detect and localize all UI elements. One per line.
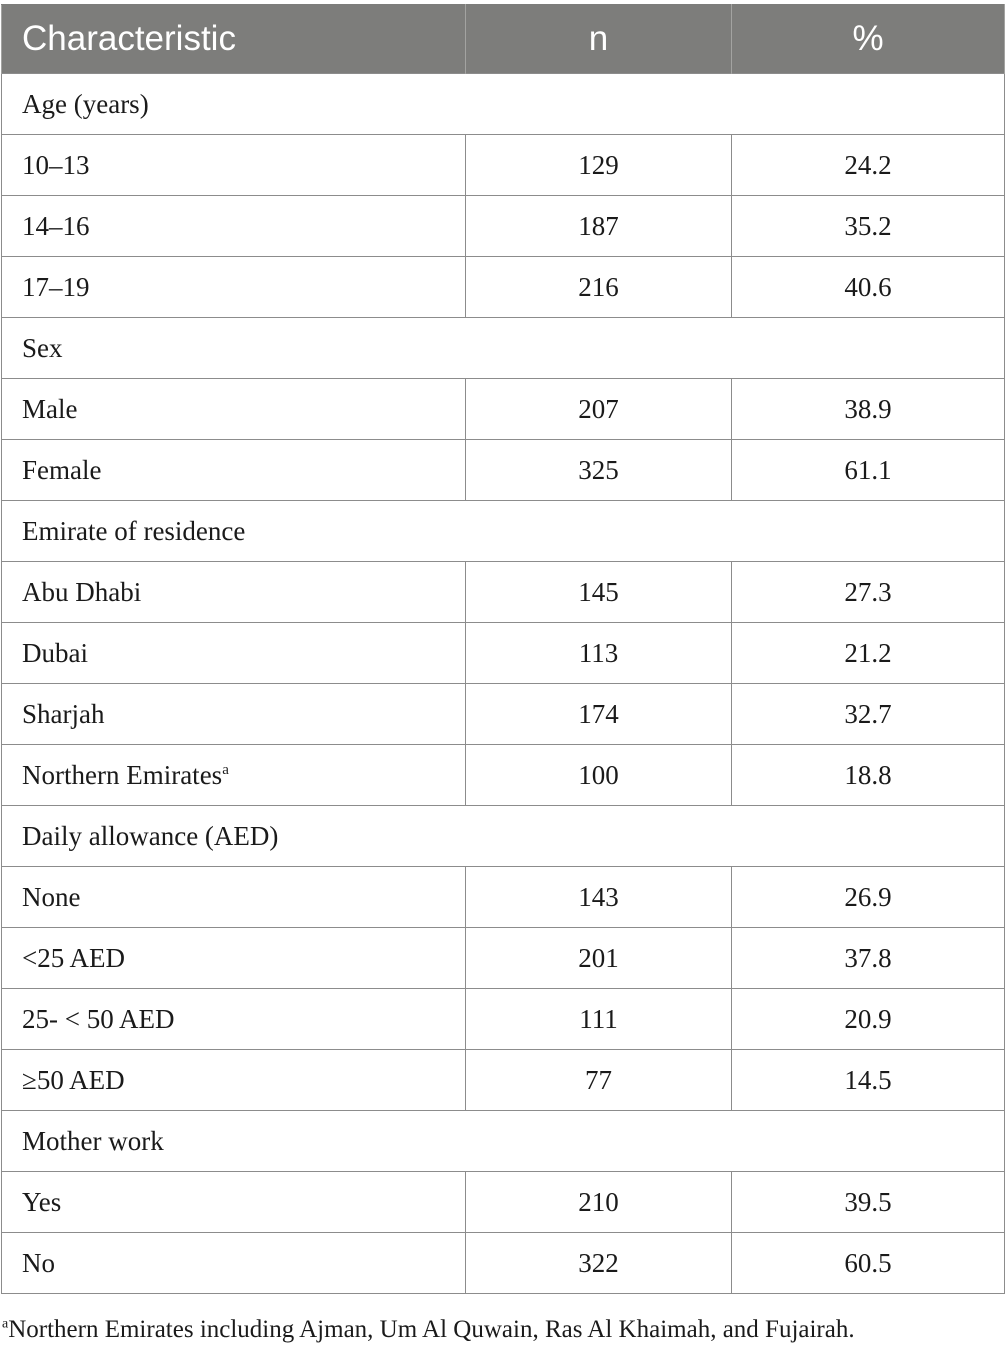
percent-cell: 38.9: [732, 379, 1005, 440]
table-row: [2, 928, 1005, 989]
row-label-cell: [2, 257, 466, 318]
row-label-cell: [2, 440, 466, 501]
table-row: [2, 745, 1005, 806]
section-row: [2, 501, 1005, 562]
count-cell: 322: [466, 1233, 732, 1294]
row-label: No: [22, 1247, 55, 1278]
row-label: None: [22, 881, 81, 912]
table-row: [2, 684, 1005, 745]
count-cell: 113: [466, 623, 732, 684]
section-label: Emirate of residence: [2, 501, 1005, 562]
row-label-cell: [2, 623, 466, 684]
count-cell: 77: [466, 1050, 732, 1111]
percent-cell: 24.2: [732, 135, 1005, 196]
percent-cell: 27.3: [732, 562, 1005, 623]
percent-cell: 20.9: [732, 989, 1005, 1050]
row-label-cell: [2, 684, 466, 745]
row-label: Yes: [22, 1186, 62, 1217]
section-row: [2, 74, 1005, 135]
table-header-row: [2, 5, 1005, 74]
table-row: [2, 135, 1005, 196]
table-row: [2, 989, 1005, 1050]
percent-cell: 60.5: [732, 1233, 1005, 1294]
row-label: Northern Emirates: [22, 759, 223, 790]
table-row: [2, 623, 1005, 684]
count-cell: 201: [466, 928, 732, 989]
row-label-cell: [2, 867, 466, 928]
row-label-cell: [2, 1233, 466, 1294]
section-label: Sex: [2, 318, 1005, 379]
row-label: 14–16: [22, 210, 90, 241]
table-row: [2, 1172, 1005, 1233]
footnote-marker: a: [2, 1316, 9, 1332]
section-label: Age (years): [2, 74, 1005, 135]
row-label-cell: [2, 135, 466, 196]
table-row: [2, 562, 1005, 623]
row-label: Female: [22, 454, 102, 485]
section-label: Daily allowance (AED): [2, 806, 1005, 867]
table-footnote: [2, 1316, 855, 1344]
row-label: Sharjah: [22, 698, 105, 729]
section-row: [2, 318, 1005, 379]
count-cell: 111: [466, 989, 732, 1050]
footnote-ref: a: [222, 761, 229, 778]
percent-cell: 37.8: [732, 928, 1005, 989]
section-row: [2, 806, 1005, 867]
demographics-table: [1, 4, 1005, 1294]
row-label-cell: [2, 196, 466, 257]
table-row: [2, 379, 1005, 440]
count-cell: 325: [466, 440, 732, 501]
table-row: [2, 196, 1005, 257]
count-cell: 187: [466, 196, 732, 257]
percent-cell: 14.5: [732, 1050, 1005, 1111]
header-characteristic: Characteristic: [2, 5, 466, 74]
row-label-cell: [2, 562, 466, 623]
count-cell: 129: [466, 135, 732, 196]
row-label: <25 AED: [22, 942, 125, 973]
count-cell: 100: [466, 745, 732, 806]
row-label-cell: [2, 1050, 466, 1111]
table-row: [2, 257, 1005, 318]
row-label: 10–13: [22, 149, 90, 180]
percent-cell: 61.1: [732, 440, 1005, 501]
percent-cell: 32.7: [732, 684, 1005, 745]
table-row: [2, 1050, 1005, 1111]
row-label: Male: [22, 393, 78, 424]
percent-cell: 18.8: [732, 745, 1005, 806]
percent-cell: 40.6: [732, 257, 1005, 318]
count-cell: 207: [466, 379, 732, 440]
count-cell: 174: [466, 684, 732, 745]
table-row: [2, 440, 1005, 501]
row-label-cell: [2, 379, 466, 440]
row-label: ≥50 AED: [22, 1064, 125, 1095]
row-label-cell: [2, 989, 466, 1050]
percent-cell: 21.2: [732, 623, 1005, 684]
row-label: Abu Dhabi: [22, 576, 142, 607]
count-cell: 216: [466, 257, 732, 318]
header-percent: %: [732, 5, 1005, 74]
table-row: [2, 1233, 1005, 1294]
count-cell: 143: [466, 867, 732, 928]
table-body: [2, 74, 1005, 1294]
percent-cell: 39.5: [732, 1172, 1005, 1233]
table-row: [2, 867, 1005, 928]
row-label: Dubai: [22, 637, 88, 668]
section-row: [2, 1111, 1005, 1172]
row-label-cell: [2, 928, 466, 989]
row-label: 17–19: [22, 271, 90, 302]
count-cell: 210: [466, 1172, 732, 1233]
row-label-cell: [2, 745, 466, 806]
count-cell: 145: [466, 562, 732, 623]
header-n: n: [466, 5, 732, 74]
percent-cell: 35.2: [732, 196, 1005, 257]
section-label: Mother work: [2, 1111, 1005, 1172]
row-label-cell: [2, 1172, 466, 1233]
row-label: 25- < 50 AED: [22, 1003, 175, 1034]
percent-cell: 26.9: [732, 867, 1005, 928]
footnote-text: Northern Emirates including Ajman, Um Al Quwain, Ras Al Khaimah, and Fujairah.: [8, 1316, 855, 1343]
